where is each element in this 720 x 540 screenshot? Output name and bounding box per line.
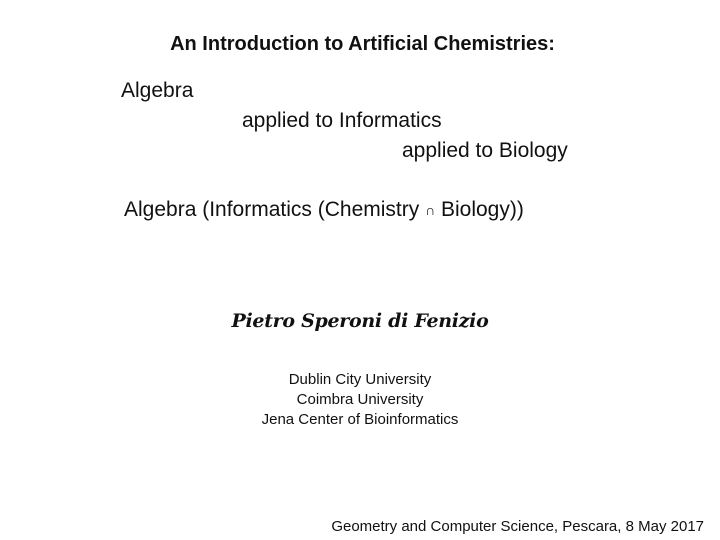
formula-after: Biology)) [435, 198, 524, 221]
formula-before: Algebra (Informatics (Chemistry [124, 198, 426, 221]
formula-line [124, 198, 524, 222]
affiliation-item: Dublin City University [288, 371, 432, 388]
line-applied-to-informatics: applied to Informatics [242, 109, 442, 132]
slide-title: An Introduction to Artificial Chemistries: [170, 33, 555, 55]
intersection-symbol: ∩ [425, 202, 436, 218]
affiliation-item: Coimbra University [296, 391, 424, 408]
affiliation-item: Jena Center of Bioinformatics [261, 411, 459, 428]
line-applied-to-biology: applied to Biology [402, 139, 568, 162]
footer-event: Geometry and Computer Science, Pescara, 8 May 2017 [331, 518, 704, 535]
author-name: Pietro Speroni di Fenizio [231, 310, 489, 332]
affiliations [0, 370, 720, 430]
line-algebra: Algebra [121, 79, 194, 102]
